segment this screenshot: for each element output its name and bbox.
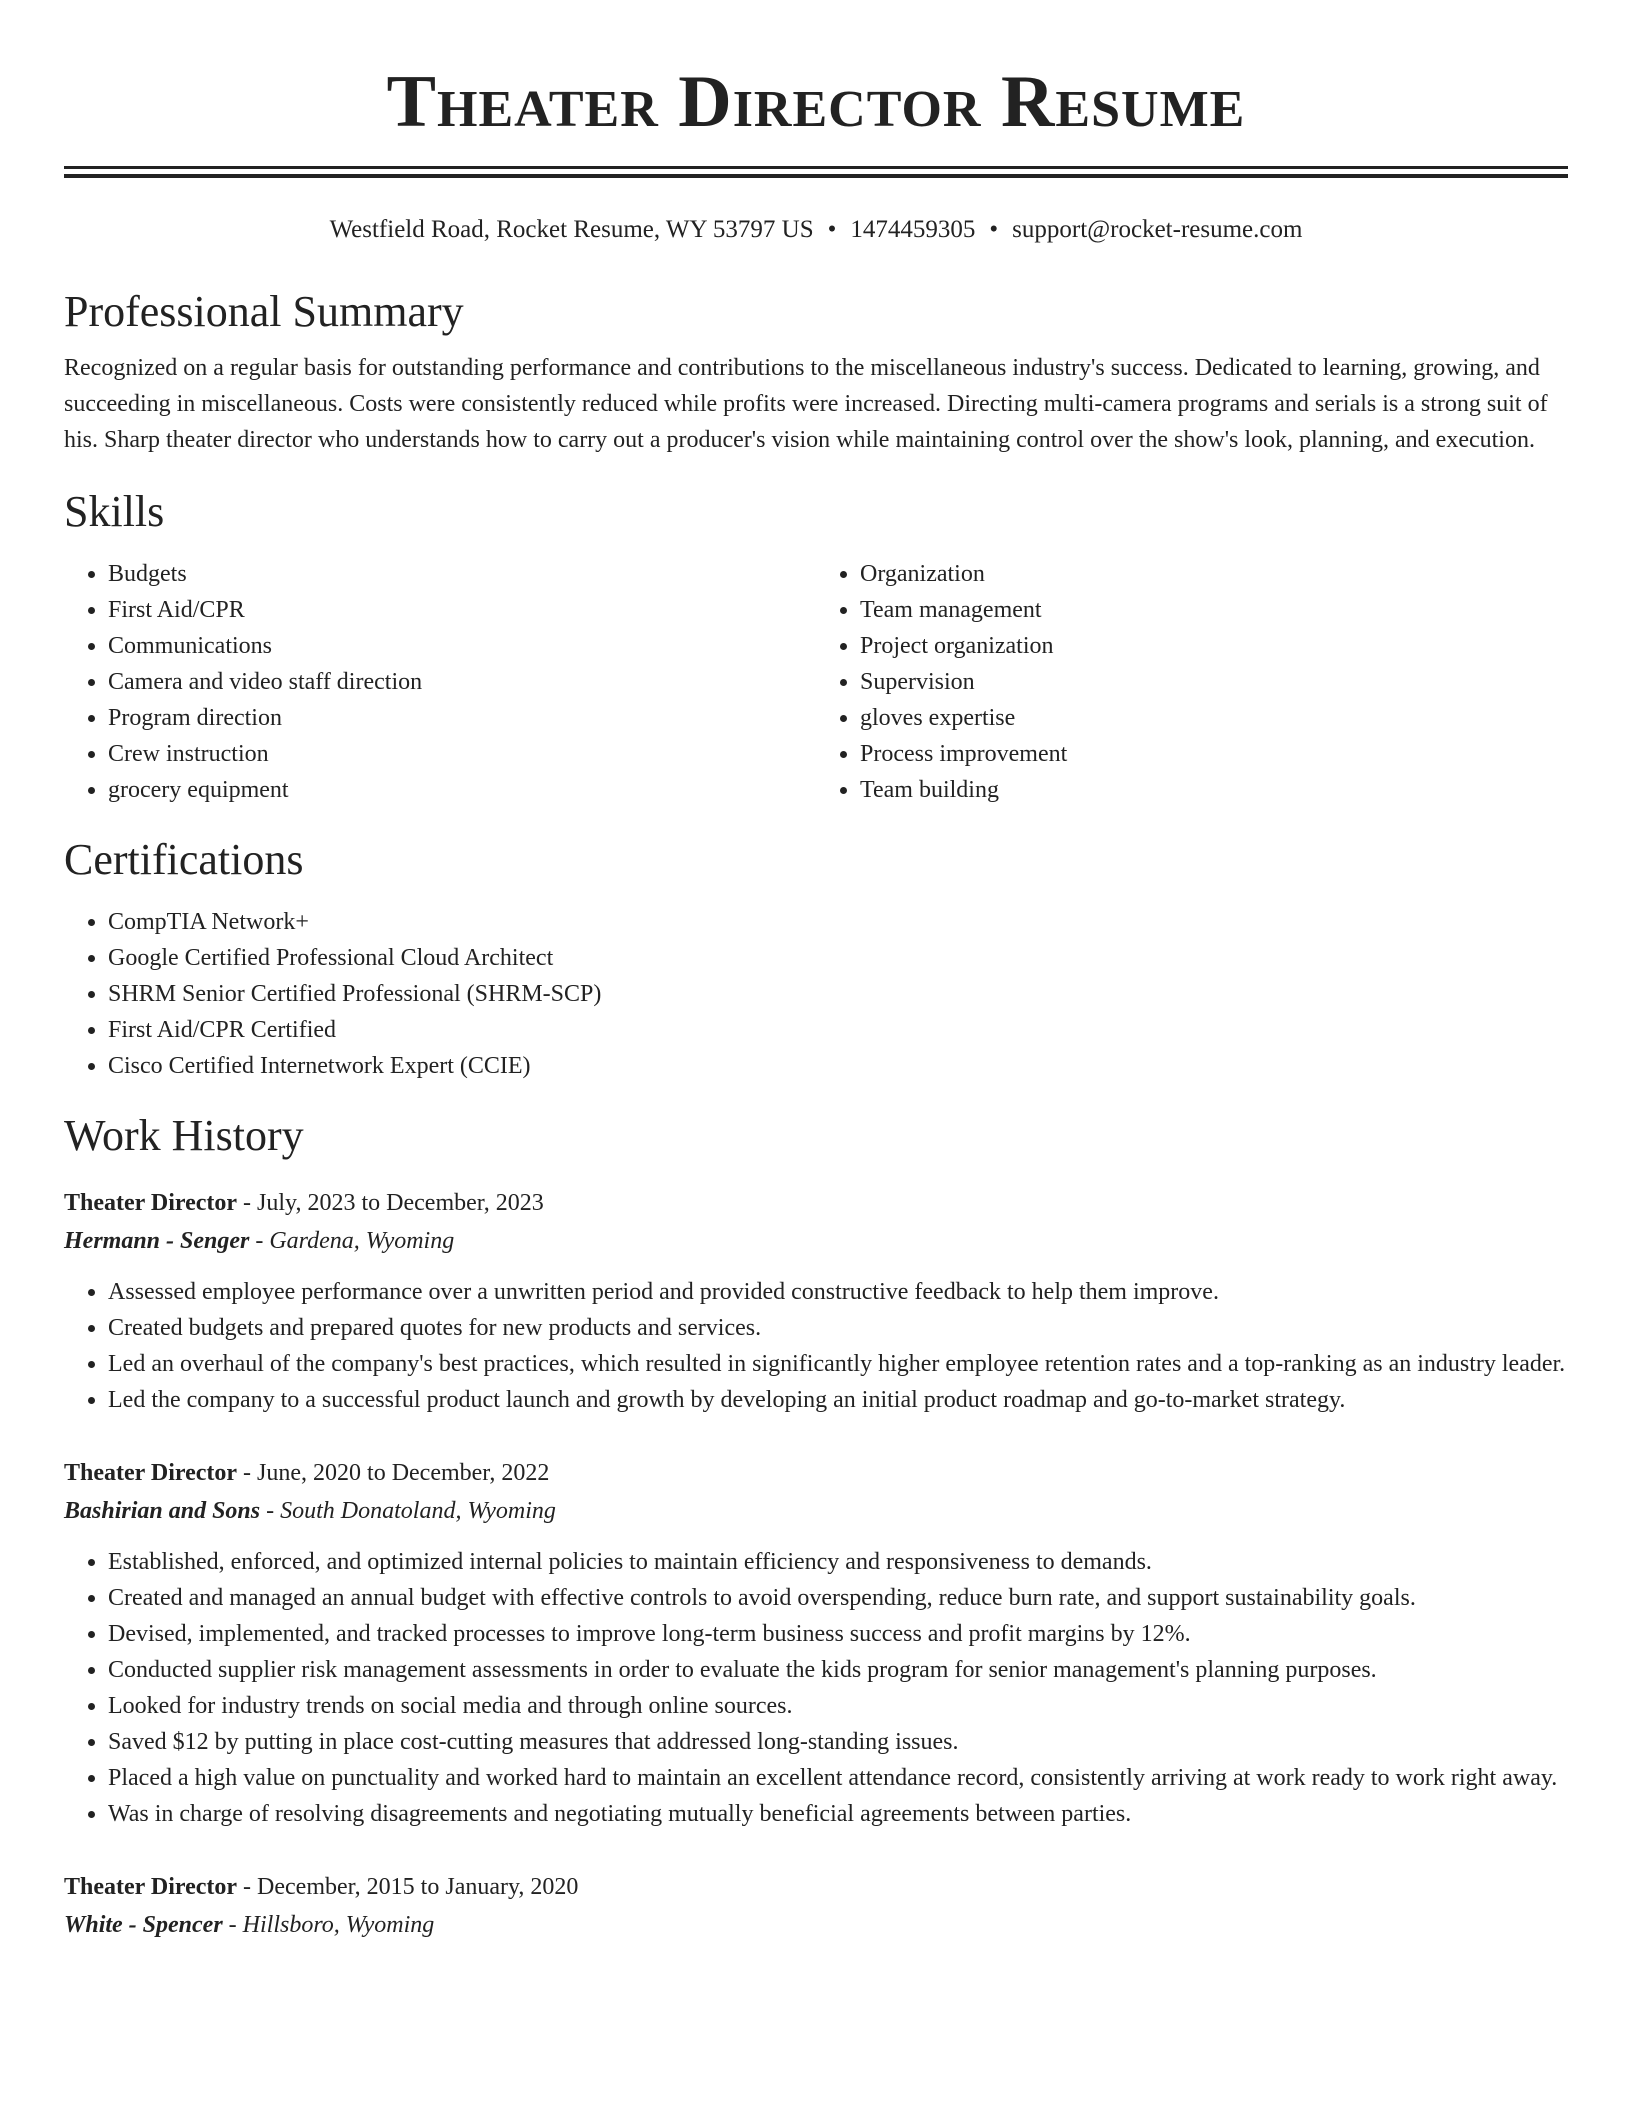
skills-columns	[64, 556, 1568, 808]
job-header	[64, 1184, 1568, 1222]
skill-item: • gloves expertise	[860, 700, 1568, 736]
skill-item: • Process improvement	[860, 736, 1568, 772]
contact-address: Westfield Road, Rocket Resume, WY 53797 US	[329, 216, 814, 243]
skill-item: • Supervision	[860, 664, 1568, 700]
job-location: - Hillsboro, Wyoming	[222, 1912, 435, 1938]
work-history-list	[64, 1184, 1568, 1944]
job-title: Theater Director	[64, 1190, 238, 1216]
skill-item: • Team management	[860, 592, 1568, 628]
job-duty-item: • Devised, implemented, and tracked processes to improve long-term business success and profit margins by 12%.	[108, 1616, 1568, 1652]
job-duties-list	[64, 1274, 1568, 1418]
certification-item: • Google Certified Professional Cloud Architect	[108, 940, 1568, 976]
contact-separator: •	[989, 216, 999, 243]
skill-item: • grocery equipment	[108, 772, 816, 808]
certification-item: • Cisco Certified Internetwork Expert (CCIE)	[108, 1048, 1568, 1084]
job-title: Theater Director	[64, 1874, 238, 1900]
job-company: Hermann - Senger	[64, 1228, 250, 1254]
job-duty-item: • Placed a high value on punctuality and worked hard to maintain an excellent attendance record, consistently arriving at work ready to work right away.	[108, 1760, 1568, 1796]
job-header	[64, 1868, 1568, 1906]
title-rule-bottom	[64, 174, 1568, 178]
job-company: White - Spencer	[64, 1912, 223, 1938]
skill-item: • Program direction	[108, 700, 816, 736]
job-location: - South Donatoland, Wyoming	[260, 1498, 556, 1524]
contact-phone: 1474459305	[850, 216, 976, 243]
job-duty-item: • Assessed employee performance over a unwritten period and provided constructive feedback to help them improve.	[108, 1274, 1568, 1310]
job-dates: - July, 2023 to December, 2023	[237, 1190, 544, 1216]
job-location: - Gardena, Wyoming	[249, 1228, 455, 1254]
job-header	[64, 1454, 1568, 1492]
job-duty-item: • Saved $12 by putting in place cost-cutting measures that addressed long-standing issues.	[108, 1724, 1568, 1760]
job-company-line	[64, 1906, 1568, 1944]
skill-item: • Camera and video staff direction	[108, 664, 816, 700]
skill-item: • First Aid/CPR	[108, 592, 816, 628]
job-dates: - June, 2020 to December, 2022	[237, 1460, 550, 1486]
skills-list-right	[816, 556, 1568, 808]
job-duty-item: • Created budgets and prepared quotes for new products and services.	[108, 1310, 1568, 1346]
job-company-line	[64, 1492, 1568, 1530]
contact-line	[64, 214, 1568, 246]
job-title: Theater Director	[64, 1460, 238, 1486]
job-company: Bashirian and Sons	[64, 1498, 261, 1524]
skills-list-left	[64, 556, 816, 808]
job-dates: - December, 2015 to January, 2020	[237, 1874, 579, 1900]
certification-item: • CompTIA Network+	[108, 904, 1568, 940]
job-duty-item: • Established, enforced, and optimized internal policies to maintain efficiency and responsiveness to demands.	[108, 1544, 1568, 1580]
job-entry	[64, 1184, 1568, 1418]
certifications-heading: Certifications	[64, 835, 304, 884]
job-duty-item: • Was in charge of resolving disagreements and negotiating mutually beneficial agreements between parties.	[108, 1796, 1568, 1832]
certification-item: • First Aid/CPR Certified	[108, 1012, 1568, 1048]
resume-title: Theater Director Resume	[386, 61, 1246, 143]
job-duties-list	[64, 1544, 1568, 1832]
job-company-line	[64, 1222, 1568, 1260]
job-entry	[64, 1868, 1568, 1944]
certifications-list	[64, 904, 1568, 1084]
job-entry	[64, 1454, 1568, 1832]
skill-item: • Crew instruction	[108, 736, 816, 772]
skill-item: • Budgets	[108, 556, 816, 592]
job-duty-item: • Looked for industry trends on social media and through online sources.	[108, 1688, 1568, 1724]
skill-item: • Organization	[860, 556, 1568, 592]
job-duty-item: • Led the company to a successful product launch and growth by developing an initial product roadmap and go-to-market strategy.	[108, 1382, 1568, 1418]
job-duty-item: • Conducted supplier risk management assessments in order to evaluate the kids program for senior management's planning purposes.	[108, 1652, 1568, 1688]
job-duty-item: • Led an overhaul of the company's best practices, which resulted in significantly higher employee retention rates and a top-ranking as an industry leader.	[108, 1346, 1568, 1382]
skills-heading: Skills	[64, 487, 165, 536]
skill-item: • Communications	[108, 628, 816, 664]
certification-item: • SHRM Senior Certified Professional (SHRM-SCP)	[108, 976, 1568, 1012]
contact-separator: •	[827, 216, 837, 243]
skill-item: • Project organization	[860, 628, 1568, 664]
summary-text: Recognized on a regular basis for outstanding performance and contributions to the miscellaneous industry's success. Dedicated to learning, growing, and succeeding in miscellaneous. Costs were consistently reduced while profits were increased. Directing multi-camera programs and serials is a strong suit of his. Sharp theater director who understands how to carry out a producer's vision while maintaining control over the show's look, planning, and execution.	[64, 355, 1548, 453]
contact-email[interactable]: support@rocket-resume.com	[1012, 216, 1303, 243]
job-duty-item: • Created and managed an annual budget with effective controls to avoid overspending, reduce burn rate, and support sustainability goals.	[108, 1580, 1568, 1616]
title-rule-top	[64, 166, 1568, 169]
work-history-heading: Work History	[64, 1111, 304, 1160]
summary-heading: Professional Summary	[64, 287, 464, 336]
skill-item: • Team building	[860, 772, 1568, 808]
